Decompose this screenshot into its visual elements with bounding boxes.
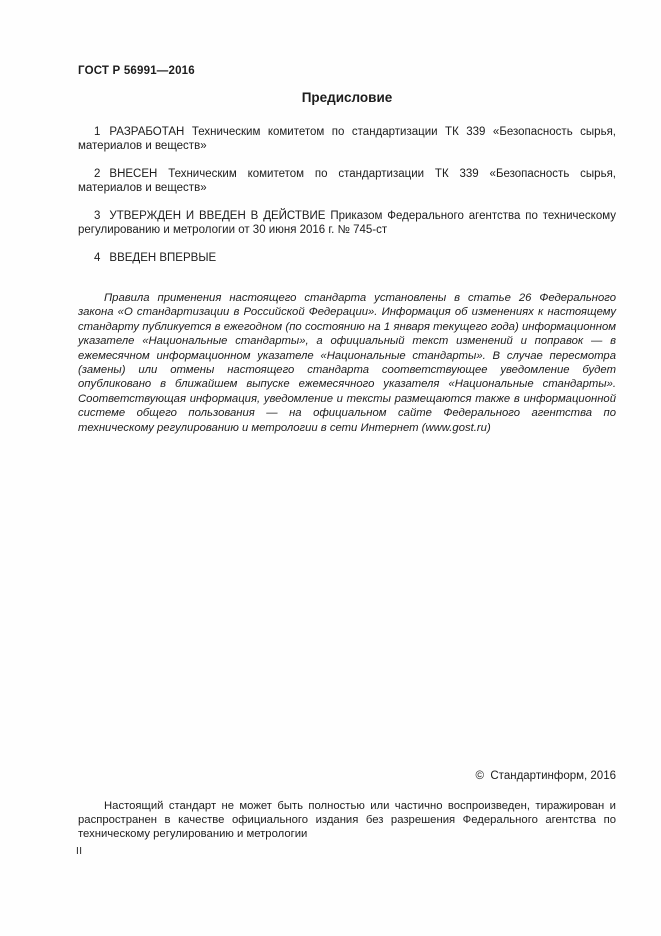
reproduction-restriction-note: Настоящий стандарт не может быть полностью или частично воспроизведен, тиражирован и распространен в качестве официального издания без разрешения Федерального агентства по техническому регулированию и метрологии <box>78 800 616 840</box>
foreword-item-1-text: РАЗРАБОТАН Техническим комитетом по стандартизации ТК 339 «Безопасность сырья, материалов и веществ» <box>78 126 616 152</box>
foreword-item-1 <box>78 125 616 153</box>
page-title: Предисловие <box>301 90 393 105</box>
foreword-item-3-text: УТВЕРЖДЕН И ВВЕДЕН В ДЕЙСТВИЕ Приказом Федерального агентства по техническому регулированию и метрологии от 30 июня 2016 г. № 745-ст <box>78 210 616 236</box>
foreword-item-2 <box>78 167 616 195</box>
foreword-item-4 <box>78 251 616 265</box>
page-number: II <box>76 846 83 857</box>
foreword-item-3 <box>78 209 616 237</box>
foreword-item-3-number: 3 <box>94 210 101 222</box>
foreword-section <box>78 125 616 279</box>
foreword-item-2-number: 2 <box>94 168 101 180</box>
foreword-item-4-text: ВВЕДЕН ВПЕРВЫЕ <box>109 252 217 264</box>
copyright-line: © Стандартинформ, 2016 <box>475 770 616 782</box>
foreword-item-1-number: 1 <box>94 126 101 138</box>
foreword-item-4-number: 4 <box>94 252 101 264</box>
application-rules-note: Правила применения настоящего стандарта установлены в статье 26 Федерального закона «О стандартизации в Российской Федерации». Информация об изменениях к настоящему стандарту публикуется в ежегодном (по состоянию на 1 января текущего года) информационном указателе «Национальные стандарты», а официальный текст изменений и поправок — в ежемесячном информационном указателе «Национальные стандарты». В случае пересмотра (замены) или отмены настоящего стандарта соответствующее уведомление будет опубликовано в ближайшем выпуске ежемесячного указателя «Национальные стандарты». Соответствующая информация, уведомление и тексты размещаются также в информационной системе общего пользования — на официальном сайте Федерального агентства по техническому регулированию и метрологии в сети Интернет (www.gost.ru) <box>78 292 616 434</box>
foreword-item-2-text: ВНЕСЕН Техническим комитетом по стандартизации ТК 339 «Безопасность сырья, материалов и веществ» <box>78 168 616 194</box>
standard-designation: ГОСТ Р 56991—2016 <box>78 65 195 77</box>
